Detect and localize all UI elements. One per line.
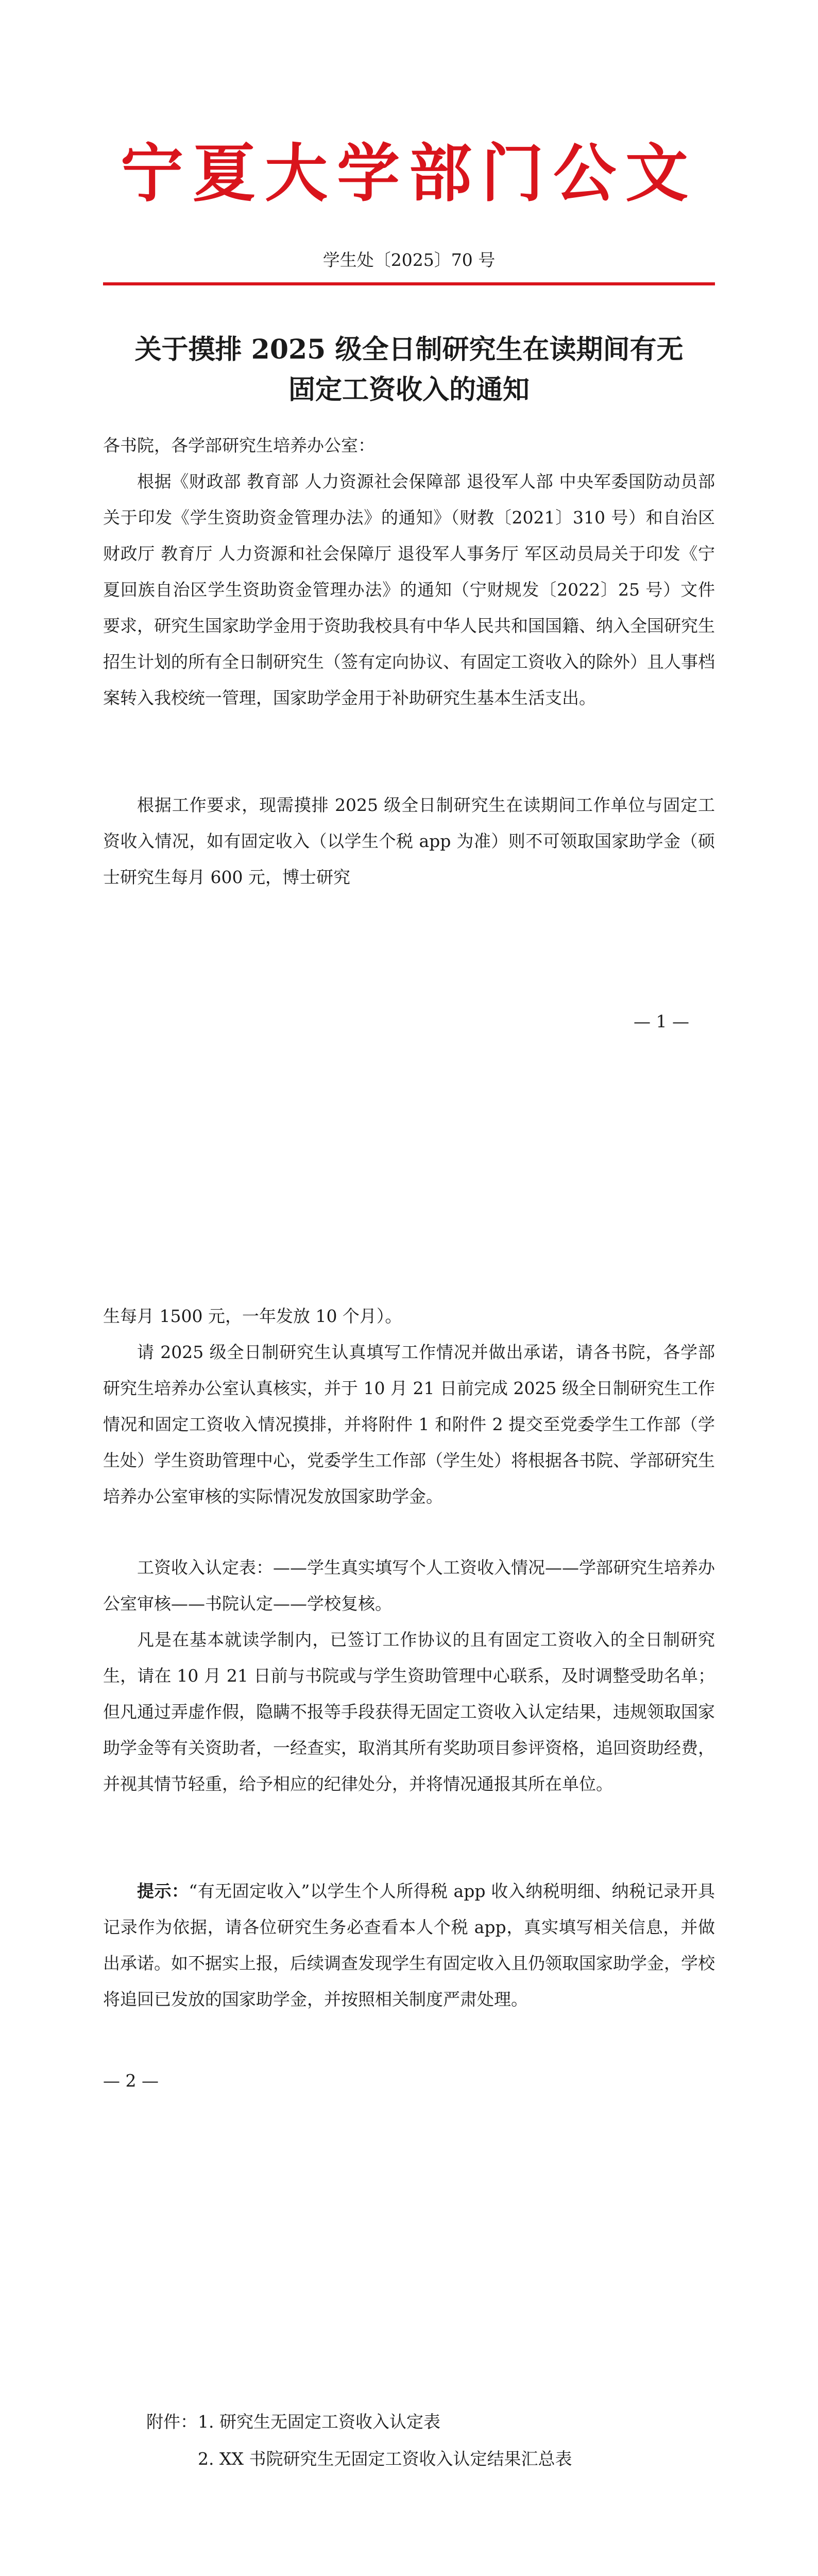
page-number-2: — 2 — xyxy=(103,2071,159,2091)
paragraph-submission-instructions: 请 2025 级全日制研究生认真填写工作情况并做出承诺，请各书院，各学部研究生培养办公室认真核实，并于 10 月 21 日前完成 2025 级全日制研究生工作情况和固定工资收入情况摸排，并将附件 1 和附件 2 提交至党委学生工作部（学生处）学生资助管理中心，党委学生工作部（学生处）将根据各书院、学部研究生培养办公室审核的实际情况发放国家助学金。 xyxy=(103,1342,715,1506)
paragraph-regulation-basis: 根据《财政部 教育部 人力资源社会保障部 退役军人部 中央军委国防动员部关于印发《学生资助资金管理办法》的通知》（财教〔2021〕310 号）和自治区财政厅 教育厅 人力资源和社会保障厅 退役军人事务厅 军区动员局关于印发《宁夏回族自治区学生资助资金管理办法》的通知（宁财规发〔2022〕25 号）文件要求，研究生国家助学金用于资助我校具有中华人民共和国国籍、纳入全国研究生招生计划的所有全日制研究生（签有定向协议、有固定工资收入的除外）且人事档案转入我校统一管理，国家助学金用于补助研究生基本生活支出。 xyxy=(103,471,715,708)
document-masthead: 宁夏大学部门公文 xyxy=(121,136,697,210)
title-line-2: 固定工资收入的通知 xyxy=(288,374,530,405)
tip-text: “有无固定收入”以学生个人所得税 app 收入纳税明细、纳税记录开具记录作为依据，请各位研究生务必查看本人个税 app，真实填写相关信息，并做出承诺。如不据实上报，后续调查发现学生有固定收入且仍领取国家助学金，学校将追回已发放的国家助学金，并按照相关制度严肃处理。 xyxy=(103,1881,715,2009)
title-line-1: 关于摸排 2025 级全日制研究生在读期间有无 xyxy=(134,334,684,365)
paragraph-verification-process: 工资收入认定表：——学生真实填写个人工资收入情况——学部研究生培养办公室审核——书院认定——学校复核。 xyxy=(103,1557,715,1614)
red-separator-line xyxy=(103,282,715,285)
paragraph-work-requirement-continued: 生每月 1500 元，一年发放 10 个月）。 xyxy=(103,1306,402,1326)
document-number: 学生处〔2025〕70 号 xyxy=(322,250,496,270)
attachments-label: 附件： xyxy=(146,2412,197,2432)
tip-label: 提示： xyxy=(137,1881,189,1901)
paragraph-discipline-notice: 凡是在基本就读学制内，已签订工作协议的且有固定工资收入的全日制研究生，请在 10 月 21 日前与书院或与学生资助管理中心联系，及时调整受助名单；但凡通过弄虚作假，隐瞒不报等手段获得无固定工资收入认定结果，违规领取国家助学金等有关资助者，一经查实，取消其所有奖助项目参评资格，追回资助经费，并视其情节轻重，给予相应的纪律处分，并将情况通报其所在单位。 xyxy=(103,1630,715,1794)
paragraph-tip xyxy=(103,1873,715,2018)
page-number-1: — 1 — xyxy=(634,1011,689,1031)
salutation: 各书院，各学部研究生培养办公室： xyxy=(103,435,375,455)
paragraph-work-requirement: 根据工作要求，现需摸排 2025 级全日制研究生在读期间工作单位与固定工资收入情况，如有固定收入（以学生个税 app 为准）则不可领取国家助学金（硕士研究生每月 600 元，博士研究 xyxy=(103,795,715,887)
document-title xyxy=(103,330,715,410)
attachment-item-1: 1. 研究生无固定工资收入认定表 xyxy=(198,2412,440,2432)
attachment-item-2: 2. XX 书院研究生无固定工资收入认定结果汇总表 xyxy=(198,2449,572,2469)
